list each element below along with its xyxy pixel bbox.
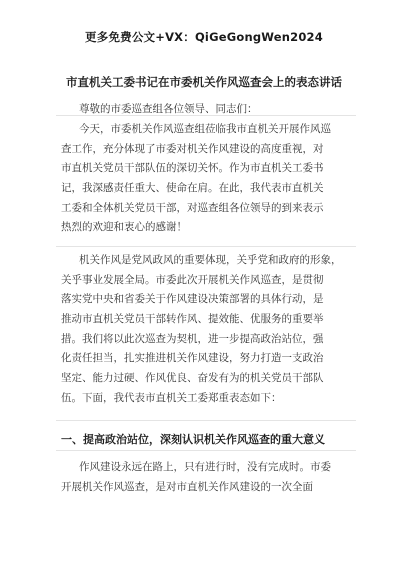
paragraph-line: 今天，市委机关作风巡查组莅临我市直机关开展作风巡 [79, 123, 331, 135]
paragraph-line: 落实党中央和省委关于作风建设决策部署的具体行动，是 [61, 293, 324, 306]
salutation: 尊敬的市委巡查组各位领导、同志们： [79, 103, 258, 115]
paragraph-line: 伍。下面，我代表市直机关工委郑重表态如下： [61, 391, 282, 404]
paragraph-2 [61, 251, 351, 409]
paragraph-line: 坚定、能力过硬、作风优良、奋发有为的机关党员干部队 [61, 372, 324, 385]
paragraph-divider [56, 246, 356, 247]
paragraph-divider [56, 420, 356, 421]
paragraph-line: 推动市直机关党员干部转作风、提效能、优服务的重要举 [61, 313, 324, 326]
paragraph-line: 机关作风是党风政风的重要体现，关乎党和政府的形象， [79, 254, 342, 266]
paragraph-divider [56, 450, 356, 451]
paragraph-line: 市直机关党员干部队伍的深切关怀。作为市直机关工委书 [61, 162, 324, 175]
paragraph-line: 化责任担当，扎实推进机关作风建设，努力打造一支政治 [61, 352, 324, 365]
section-heading: 一、提高政治站位，深刻认识机关作风巡查的重大意义 [61, 433, 325, 446]
paragraph-line: 工委和全体机关党员干部，对巡查组各位领导的到来表示 [61, 201, 324, 214]
paragraph-line: 措。我们将以此次巡查为契机，进一步提高政治站位，强 [61, 332, 324, 345]
paragraph-line: 查工作，充分体现了市委对机关作风建设的高度重视，对 [61, 142, 324, 155]
paragraph-line: 作风建设永远在路上，只有进行时，没有完成时。市委 [79, 461, 331, 473]
paragraph-line: 开展机关作风巡查，是对市直机关作风建设的一次全面 [61, 480, 313, 493]
paragraph-line: 热烈的欢迎和衷心的感谢！ [61, 221, 187, 234]
paragraph-line: 记，我深感责任重大、使命在肩。在此，我代表市直机关 [61, 182, 324, 195]
paragraph-1 [61, 120, 351, 238]
paragraph-line: 关乎事业发展全局。市委此次开展机关作风巡查，是贯彻 [61, 273, 324, 286]
document-title: 市直机关工委书记在市委机关作风巡查会上的表态讲话 [66, 75, 342, 89]
paragraph-divider [56, 115, 356, 116]
promo-banner: 更多免费公文+VX：QiGeGongWen2024 [85, 30, 323, 44]
paragraph-3 [61, 458, 351, 497]
